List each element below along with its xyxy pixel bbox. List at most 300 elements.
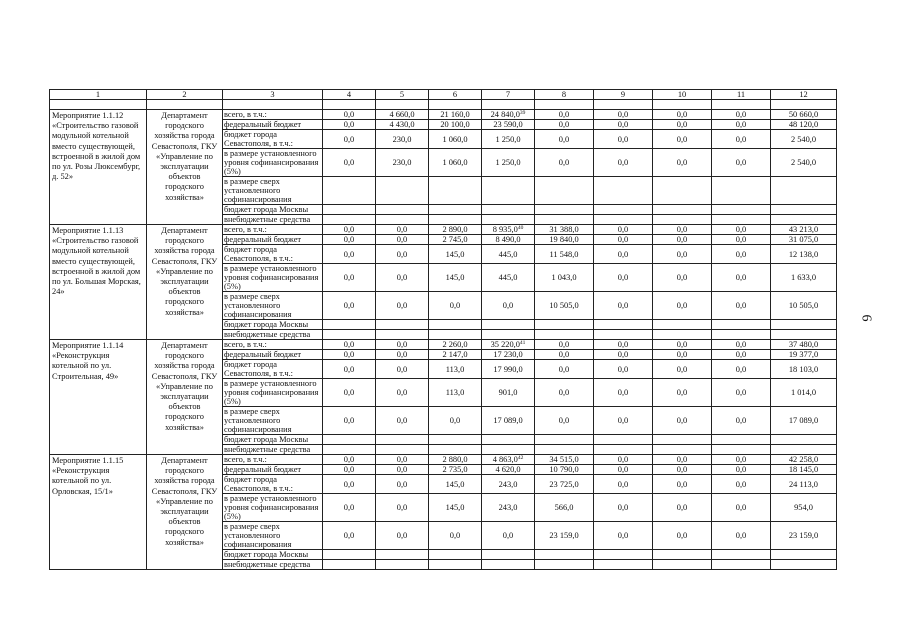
- value-cell: [712, 475, 771, 494]
- value-cell: [594, 360, 653, 379]
- value-cell: [323, 465, 376, 475]
- value-cell: [429, 435, 482, 445]
- value-cell: [482, 205, 535, 215]
- column-number-cell: 6: [429, 90, 482, 100]
- value-text: 48 120,0: [788, 120, 819, 129]
- value-cell: [429, 215, 482, 225]
- value-cell: [535, 149, 594, 177]
- value-cell: [429, 494, 482, 522]
- value-cell: [376, 215, 429, 225]
- value-cell: [712, 494, 771, 522]
- value-text: 0,0: [676, 364, 688, 374]
- value-cell: [429, 245, 482, 264]
- value-text: 0,0: [735, 134, 747, 144]
- value-cell: [376, 177, 429, 205]
- value-cell: [594, 235, 653, 245]
- blank-cell: [594, 100, 653, 110]
- value-cell: [482, 330, 535, 340]
- value-cell: [323, 340, 376, 350]
- value-cell: [594, 245, 653, 264]
- value-cell: [712, 550, 771, 560]
- value-cell: [712, 245, 771, 264]
- value-cell: [535, 245, 594, 264]
- value-text: 31 075,0: [788, 235, 819, 244]
- value-cell: [594, 225, 653, 235]
- value-cell: [482, 360, 535, 379]
- value-text: 0,0: [735, 249, 747, 259]
- blank-cell: [323, 100, 376, 110]
- value-cell: [429, 149, 482, 177]
- column-number-cell: 3: [223, 90, 323, 100]
- value-text: 0,0: [396, 225, 408, 234]
- value-cell: [429, 379, 482, 407]
- value-text: 0,0: [735, 531, 747, 540]
- funding-row: [50, 110, 837, 120]
- value-cell: [594, 494, 653, 522]
- value-cell: [535, 560, 594, 570]
- value-cell: [771, 177, 837, 205]
- value-cell: [376, 522, 429, 550]
- value-cell: [653, 550, 712, 560]
- funding-source-label: всего, в т.ч.:: [223, 455, 323, 465]
- value-cell: [594, 205, 653, 215]
- funding-source-label: федеральный бюджет: [223, 465, 323, 475]
- value-cell: [429, 350, 482, 360]
- value-cell: [482, 149, 535, 177]
- value-cell: [482, 110, 535, 120]
- value-text: 21 160,0: [440, 110, 470, 119]
- value-text: 0,0: [558, 158, 570, 167]
- blank-cell: [535, 100, 594, 110]
- value-text: 0,0: [735, 388, 747, 397]
- value-cell: [771, 264, 837, 292]
- value-text: 0,0: [343, 455, 355, 464]
- blank-cell: [50, 100, 147, 110]
- value-cell: [323, 149, 376, 177]
- value-text: 0,0: [676, 134, 688, 144]
- value-cell: [482, 522, 535, 550]
- value-cell: [653, 245, 712, 264]
- value-cell: [376, 465, 429, 475]
- value-text: 50 660,0: [788, 110, 819, 119]
- value-cell: [712, 350, 771, 360]
- funding-source-label: в размере сверх установленного софинансирования: [223, 522, 323, 550]
- value-cell: [712, 177, 771, 205]
- value-text: 0,0: [617, 455, 629, 464]
- value-cell: [429, 522, 482, 550]
- value-cell: [323, 235, 376, 245]
- executor-cell: Департамент городского хозяйства города Севастополя, ГКУ «Управление по эксплуатации объектов городского хозяйства»: [147, 455, 223, 570]
- value-text: 4 863,0: [492, 455, 518, 464]
- value-text: 0,0: [617, 134, 629, 144]
- value-cell: [535, 407, 594, 435]
- value-text: 0,0: [396, 503, 408, 512]
- column-number-cell: 1: [50, 90, 147, 100]
- value-cell: [429, 205, 482, 215]
- value-text: 2 540,0: [790, 158, 817, 167]
- value-text: 0,0: [735, 465, 747, 474]
- value-text: 0,0: [343, 416, 355, 425]
- value-cell: [712, 110, 771, 120]
- value-text: 0,0: [343, 388, 355, 397]
- value-cell: [323, 320, 376, 330]
- value-cell: [323, 445, 376, 455]
- funding-source-label: в размере установленного уровня софинансирования (5%): [223, 379, 323, 407]
- value-text: 1 060,0: [442, 158, 468, 167]
- value-text: 0,0: [558, 340, 570, 349]
- value-text: 0,0: [617, 503, 629, 512]
- value-cell: [712, 360, 771, 379]
- value-text: 0,0: [396, 531, 408, 540]
- funding-source-label: внебюджетные средства: [223, 330, 323, 340]
- value-cell: [594, 407, 653, 435]
- value-cell: [653, 379, 712, 407]
- value-cell: [594, 475, 653, 494]
- value-cell: [712, 120, 771, 130]
- value-cell: [594, 560, 653, 570]
- spacer-row: [50, 100, 837, 110]
- value-text: 0,0: [617, 249, 629, 259]
- value-cell: [535, 320, 594, 330]
- value-cell: [482, 455, 535, 465]
- value-text: 145,0: [445, 503, 465, 512]
- column-number-row: [50, 90, 837, 100]
- value-cell: [429, 360, 482, 379]
- value-text: 0,0: [617, 350, 629, 359]
- value-cell: [594, 330, 653, 340]
- measure-title-cell: Мероприятие 1.1.13 «Строительство газовой модульной котельной вместо существующей, встроенной в жилой дом по ул. Большая Морская, 24»: [50, 225, 147, 340]
- value-text: 23 159,0: [549, 531, 579, 540]
- funding-source-label: бюджет города Севастополя, в т.ч.:: [223, 130, 323, 149]
- value-text: 23 590,0: [493, 120, 523, 129]
- value-text: 0,0: [676, 110, 688, 119]
- value-cell: [482, 340, 535, 350]
- value-cell: [594, 215, 653, 225]
- value-text: 0,0: [735, 503, 747, 512]
- value-text: 43 213,0: [788, 225, 819, 234]
- value-cell: [594, 264, 653, 292]
- value-cell: [376, 245, 429, 264]
- funding-source-label: всего, в т.ч.:: [223, 225, 323, 235]
- value-cell: [482, 465, 535, 475]
- value-cell: [712, 215, 771, 225]
- value-text: 4 660,0: [389, 110, 415, 119]
- budget-table: [49, 89, 837, 570]
- value-cell: [376, 407, 429, 435]
- value-cell: [482, 550, 535, 560]
- funding-source-label: бюджет города Севастополя, в т.ч.:: [223, 475, 323, 494]
- funding-row: [50, 455, 837, 465]
- value-text: 0,0: [676, 531, 688, 540]
- value-cell: [482, 407, 535, 435]
- value-text: 4 430,0: [389, 120, 415, 129]
- value-text: 901,0: [498, 388, 518, 397]
- value-text: 2 890,0: [442, 225, 468, 234]
- blank-cell: [482, 100, 535, 110]
- value-cell: [712, 340, 771, 350]
- value-text: 0,0: [617, 416, 629, 425]
- value-text: 0,0: [676, 301, 688, 310]
- value-text: 18 145,0: [788, 465, 819, 474]
- value-cell: [376, 475, 429, 494]
- value-cell: [482, 435, 535, 445]
- value-cell: [429, 320, 482, 330]
- value-text: 0,0: [617, 340, 629, 349]
- value-text: 0,0: [558, 416, 570, 425]
- value-text: 0,0: [617, 301, 629, 310]
- value-text: 20 100,0: [440, 120, 470, 129]
- value-cell: [653, 407, 712, 435]
- executor-cell: Департамент городского хозяйства города Севастополя, ГКУ «Управление по эксплуатации объектов городского хозяйства»: [147, 110, 223, 225]
- column-number-cell: 11: [712, 90, 771, 100]
- value-cell: [376, 292, 429, 320]
- value-cell: [376, 110, 429, 120]
- value-cell: [594, 120, 653, 130]
- column-number-cell: 2: [147, 90, 223, 100]
- value-text: 10 505,0: [549, 301, 579, 310]
- value-cell: [653, 292, 712, 320]
- value-cell: [771, 407, 837, 435]
- value-cell: [482, 215, 535, 225]
- value-cell: [712, 560, 771, 570]
- value-cell: [535, 379, 594, 407]
- value-cell: [429, 292, 482, 320]
- value-text: 0,0: [449, 301, 461, 310]
- value-cell: [594, 445, 653, 455]
- value-cell: [323, 475, 376, 494]
- value-cell: [594, 465, 653, 475]
- value-cell: [771, 522, 837, 550]
- value-cell: [712, 320, 771, 330]
- value-text: 0,0: [396, 479, 408, 489]
- value-text: 0,0: [396, 301, 408, 310]
- value-cell: [482, 320, 535, 330]
- value-cell: [535, 110, 594, 120]
- value-cell: [653, 120, 712, 130]
- value-cell: [535, 215, 594, 225]
- value-text: 0,0: [396, 340, 408, 349]
- value-cell: [323, 120, 376, 130]
- footnote-ref: 40: [517, 225, 524, 231]
- value-cell: [323, 407, 376, 435]
- value-cell: [535, 120, 594, 130]
- value-cell: [376, 494, 429, 522]
- value-cell: [712, 130, 771, 149]
- funding-source-label: федеральный бюджет: [223, 120, 323, 130]
- value-cell: [482, 475, 535, 494]
- value-cell: [429, 455, 482, 465]
- value-cell: [535, 494, 594, 522]
- blank-cell: [376, 100, 429, 110]
- value-cell: [429, 235, 482, 245]
- value-cell: [323, 350, 376, 360]
- value-text: 0,0: [676, 120, 688, 129]
- value-cell: [712, 407, 771, 435]
- value-text: 0,0: [735, 455, 747, 464]
- value-text: 2 745,0: [442, 235, 468, 244]
- value-text: 0,0: [396, 465, 408, 474]
- value-cell: [771, 494, 837, 522]
- value-cell: [712, 330, 771, 340]
- value-text: 0,0: [343, 350, 355, 359]
- value-cell: [535, 435, 594, 445]
- value-cell: [376, 149, 429, 177]
- value-cell: [429, 465, 482, 475]
- value-cell: [376, 340, 429, 350]
- value-cell: [323, 292, 376, 320]
- value-cell: [482, 494, 535, 522]
- value-text: 445,0: [498, 273, 518, 282]
- value-text: 0,0: [396, 235, 408, 244]
- value-text: 17 990,0: [493, 364, 523, 374]
- value-text: 0,0: [676, 249, 688, 259]
- value-text: 0,0: [676, 455, 688, 464]
- column-number-cell: 7: [482, 90, 535, 100]
- value-text: 0,0: [343, 465, 355, 474]
- column-number-cell: 10: [653, 90, 712, 100]
- value-cell: [535, 225, 594, 235]
- value-cell: [653, 235, 712, 245]
- value-cell: [771, 340, 837, 350]
- value-cell: [535, 550, 594, 560]
- value-cell: [594, 455, 653, 465]
- value-cell: [429, 560, 482, 570]
- value-cell: [376, 205, 429, 215]
- value-cell: [535, 130, 594, 149]
- value-text: 8 935,0: [492, 225, 518, 234]
- value-text: 11 548,0: [549, 249, 579, 259]
- funding-source-label: бюджет города Севастополя, в т.ч.:: [223, 245, 323, 264]
- value-cell: [594, 177, 653, 205]
- value-text: 0,0: [396, 364, 408, 374]
- value-cell: [712, 522, 771, 550]
- value-cell: [653, 455, 712, 465]
- value-cell: [594, 350, 653, 360]
- value-cell: [594, 110, 653, 120]
- value-cell: [771, 215, 837, 225]
- value-cell: [323, 560, 376, 570]
- value-text: 0,0: [502, 531, 514, 540]
- value-text: 10 505,0: [788, 301, 819, 310]
- value-text: 0,0: [558, 120, 570, 129]
- value-text: 18 103,0: [788, 364, 819, 374]
- value-text: 0,0: [676, 479, 688, 489]
- value-cell: [482, 120, 535, 130]
- value-text: 4 620,0: [495, 465, 521, 474]
- value-text: 0,0: [617, 388, 629, 397]
- value-cell: [482, 350, 535, 360]
- funding-source-label: федеральный бюджет: [223, 235, 323, 245]
- value-cell: [323, 379, 376, 407]
- value-text: 145,0: [445, 479, 465, 489]
- footnote-ref: 41: [519, 340, 526, 346]
- funding-source-label: внебюджетные средства: [223, 560, 323, 570]
- value-cell: [535, 455, 594, 465]
- value-cell: [323, 435, 376, 445]
- value-cell: [482, 445, 535, 455]
- funding-source-label: в размере установленного уровня софинансирования (5%): [223, 264, 323, 292]
- value-text: 0,0: [617, 235, 629, 244]
- value-cell: [771, 149, 837, 177]
- value-text: 566,0: [554, 503, 574, 512]
- value-text: 0,0: [735, 416, 747, 425]
- value-text: 2 880,0: [442, 455, 468, 464]
- value-text: 113,0: [445, 388, 465, 397]
- value-cell: [712, 264, 771, 292]
- value-text: 0,0: [617, 479, 629, 489]
- value-cell: [535, 264, 594, 292]
- value-text: 23 159,0: [788, 531, 819, 540]
- value-text: 0,0: [735, 350, 747, 359]
- column-number-cell: 5: [376, 90, 429, 100]
- funding-source-label: бюджет города Москвы: [223, 205, 323, 215]
- value-cell: [653, 475, 712, 494]
- value-cell: [771, 320, 837, 330]
- funding-source-label: в размере сверх установленного софинансирования: [223, 177, 323, 205]
- value-cell: [482, 235, 535, 245]
- value-cell: [653, 465, 712, 475]
- value-text: 24 840,0: [490, 110, 520, 119]
- column-number-cell: 4: [323, 90, 376, 100]
- value-text: 0,0: [676, 416, 688, 425]
- value-cell: [653, 330, 712, 340]
- value-text: 2 147,0: [442, 350, 468, 359]
- value-cell: [653, 360, 712, 379]
- blank-cell: [147, 100, 223, 110]
- value-cell: [376, 330, 429, 340]
- value-cell: [594, 320, 653, 330]
- measure-title-cell: Мероприятие 1.1.12 «Строительство газовой модульной котельной вместо существующей, встроенной в жилой дом по ул. Розы Люксембург, д. 52»: [50, 110, 147, 225]
- value-cell: [323, 177, 376, 205]
- value-text: 0,0: [343, 301, 355, 310]
- value-text: 35 220,0: [490, 340, 520, 349]
- value-cell: [323, 330, 376, 340]
- value-cell: [535, 475, 594, 494]
- value-cell: [323, 264, 376, 292]
- value-cell: [429, 225, 482, 235]
- value-text: 0,0: [617, 110, 629, 119]
- value-cell: [653, 350, 712, 360]
- value-cell: [712, 149, 771, 177]
- value-text: 1 043,0: [551, 273, 577, 282]
- value-text: 0,0: [676, 503, 688, 512]
- value-text: 0,0: [343, 479, 355, 489]
- value-text: 2 260,0: [442, 340, 468, 349]
- value-cell: [653, 177, 712, 205]
- value-cell: [594, 379, 653, 407]
- value-text: 2 540,0: [790, 134, 817, 144]
- value-cell: [376, 225, 429, 235]
- value-cell: [653, 560, 712, 570]
- value-text: 0,0: [735, 158, 747, 167]
- value-cell: [771, 205, 837, 215]
- footnote-ref: 39: [519, 110, 526, 116]
- value-cell: [376, 360, 429, 379]
- value-cell: [771, 455, 837, 465]
- value-cell: [771, 245, 837, 264]
- value-text: 0,0: [343, 249, 355, 259]
- value-cell: [653, 494, 712, 522]
- blank-cell: [429, 100, 482, 110]
- value-cell: [653, 264, 712, 292]
- funding-source-label: федеральный бюджет: [223, 350, 323, 360]
- value-cell: [376, 235, 429, 245]
- funding-source-label: в размере сверх установленного софинансирования: [223, 407, 323, 435]
- value-text: 0,0: [617, 273, 629, 282]
- value-text: 145,0: [445, 273, 465, 282]
- funding-source-label: всего, в т.ч.:: [223, 110, 323, 120]
- value-cell: [712, 205, 771, 215]
